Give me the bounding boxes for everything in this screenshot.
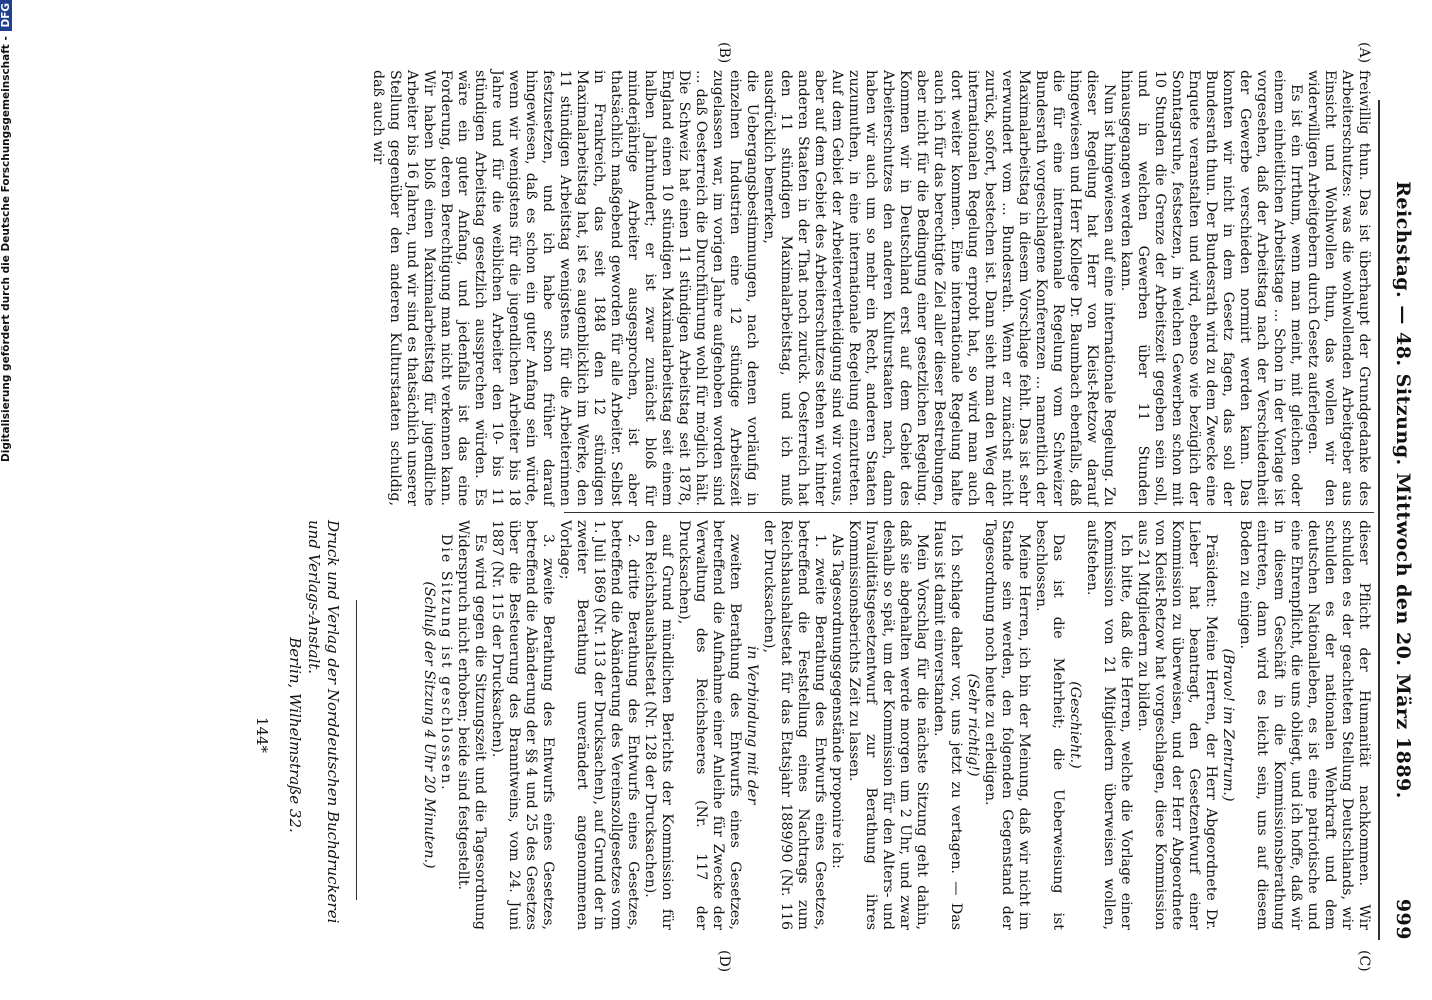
- closing-note: (Schluß der Sitzung 4 Uhr 20 Minuten.): [421, 581, 437, 869]
- interjection-note: (Sehr richtig!): [965, 673, 981, 777]
- dfg-logo-icon: DFG: [0, 0, 12, 31]
- margin-mark-d: (D): [716, 950, 732, 973]
- page-header: [1384, 100, 1414, 940]
- agenda-item: 3. zweite Berathung des Entwurfs eines Gesetzes, betreffend die Abänderung der §§ 4 und 25 des Gesetzes über die Besteuerung des Branntweins, vom 24. Juni 1887 (Nr. 115 der Drucksachen).: [489, 520, 556, 930]
- paragraph: Ich bitte, daß die Herren, welche die Vorlage einer Kommission von 21 Mitgliedern überweisen wollen, aufstehen.: [1084, 520, 1134, 930]
- imprint-rule: [356, 600, 357, 900]
- page-number: 999: [1392, 898, 1414, 940]
- applause-note: (Bravo! im Zentrum.): [1220, 648, 1236, 802]
- paragraph: Präsident: Meine Herren, der Herr Abgeordnete Dr. Lieber hat beantragt, den Gesetzentwurf einer Kommission zu überweisen, und der Herr Abgeordnete von Kleist-Retzow hat vorgeschlagen, diese Kommission aus 21 Mitgliedern zu bilden.: [1135, 520, 1219, 930]
- action-note: (Geschieht.): [1067, 681, 1083, 769]
- paragraph: dieser Pflicht der Humanität nachkommen. Wir schulden es der geachteten Stellung Deutschlands, wir schulden es der nationalen Wehrkraft und dem deutschen Nationalleben, es ist eine patriotische und eine Ehrenpflicht, die uns obliegt, und ich hoffe, daß wir in diesem Geschäft in die Kommissionsberathung eintreten, dann wird es leicht sein, uns auf diesem Boden zu einigen.: [1237, 520, 1372, 930]
- agenda-item: zweiten Berathung des Entwurfs eines Gesetzes, betreffend die Aufnahme einer Anleihe für Zwecke der Verwaltung des Reichsheeres (Nr. 117 der Drucksachen),: [676, 520, 743, 930]
- agenda-item: 1. zweite Berathung des Entwurfs eines Gesetzes, betreffend die Feststellung eines Nachtrags zum Reichshaushaltsetat für das Etatsjahr 1889/90 (Nr. 116 der Drucksachen),: [761, 520, 828, 930]
- margin-mark-c: (C): [1356, 950, 1372, 972]
- margin-mark-a: (A): [1356, 42, 1372, 64]
- paragraph: Das ist die Mehrheit; die Ueberweisung ist beschlossen.: [1033, 520, 1066, 930]
- agenda-item: auf Grund mündlichen Berichts der Kommission für den Reichshaushaltsetat (Nr. 128 der Drucksachen).: [642, 520, 675, 930]
- imprint: [252, 520, 342, 950]
- margin-mark-b: (B): [716, 42, 732, 64]
- page-mark: 144*: [253, 716, 271, 754]
- right-column: [420, 520, 1372, 930]
- agenda-connector: in Verbindung mit der: [744, 645, 760, 805]
- left-column: [369, 70, 1372, 506]
- column-divider: [564, 512, 1374, 513]
- paragraph: Es wird gegen die Sitzungszeit und die Tagesordnung Widerspruch nicht erhoben; beide sind festgestellt.: [455, 520, 488, 930]
- paragraph: Es ist ein Irrthum, wenn man meint, mit gleichen oder einem einheitlichen Arbeitstage ... Schon in der Vorlage ist vorgesehen, daß der Arbeitstag nach der Verschiedenheit der Gewerbe verschieden normirt werden kann. Das konnten wir nicht in dem Gesetz fagen, das soll der Bundesrath thun. Der Bundesrath wird zu dem Zwecke eine Enquete veranstalten und wird, ebenso wie bezüglich der Sonntagsruhe, festsetzen, in welchen Gewerben schon mit 10 Stunden die Grenze der Arbeitszeit gegeben sein soll, und in welchen Gewerben über 11 Stunden hinausgegangen werden kann.: [1118, 70, 1304, 506]
- digitization-note: Digitalisierung gefördert durch die Deutsche Forschungsgemeinschaft -: [0, 36, 12, 462]
- paragraph: freiwillig thun. Das ist überhaupt der Grundgedanke des Arbeiterschutzes: was die wohlwollenden Arbeitgeber aus Einsicht und Wohlwollen thun, das wollen wir den widerwilligen Arbeitgebern durch Gesetz auferlegen.: [1305, 70, 1372, 506]
- paragraph: Die Sitzung ist geschlossen.: [438, 534, 454, 792]
- paragraph: Mein Vorschlag für die nächste Sitzung geht dahin, daß sie abgehalten werde morgen um 2 Uhr, und zwar deshalb so spät, um der Kommission für den Alters- und Invaliditätsgesetzentwurf zur Berathung ihres Kommissionsberichts Zeit zu lassen.: [846, 520, 930, 930]
- paragraph: Als Tagesordnungsgegenstände proponire ich:: [829, 534, 845, 869]
- paragraph: Nun ist hingewiesen auf eine internationale Regelung. Zu dieser Regelung hat Herr von Kleist-Retzow darauf hingewiesen und Herr Kollege Dr. Baumbach ebenfalls, daß die für eine internationale Regelung vom Schweizer Bundesrath vorgeschlagene Konferenzen ... namentlich der Maximalarbeitstag in diesem Vorschlage fehlt. Das ist sehr verwundert vom ... Bundesrath. Wenn er zunächst nicht zurück, sofort, bestechen ist. Dann sieht man den Weg der internationalen Regelung erprobt hat, so wird man auch dort weiter kommen. Eine internationale Regelung halte auch ich für das berechtigte Ziel aller dieser Bestrebungen, aber nicht für die Bedingung einer gesetzlichen Regelung. Kommen wir in Deutschland erst auf dem Gebiet des Arbeiterschutzes den anderen Kulturstaaten nach, dann haben wir auch um so mehr ein Recht, anderen Staaten zuzumuthen, in eine internationale Regelung einzutreten. Auf dem Gebiet der Arbeitervertheidigung sind wir voraus, aber auf dem Gebiet des Arbeiterschutzes stehen wir hinter anderen Staaten in der That noch zurück. Oesterreich hat den 11 stündigen Maximalarbeitstag, und ich muß ausdrücklich bemerken,: [761, 70, 1117, 506]
- paragraph: Meine Herren, ich bin der Meinung, daß wir nicht im Stande sein werden, den folgenden Gegenstand der Tagesordnung noch heute zu erledigen.: [982, 520, 1032, 930]
- imprint-line: Berlin, Wilhelmstraße 32.: [286, 637, 304, 833]
- paragraph: die Uebergangsbestimmungen, nach denen vorläufig in einzelnen Industrien eine 12 stündige Arbeitszeit zugelassen war, im vorigen Jahre aufgehoben worden sind ... daß Oesterreich die Durchführung wohl für möglich hält. Die Schweiz hat einen 11 stündigen Arbeitstag seit 1878, England einen 10 stündigen Maximalarbeitstag seit einem halben Jahrhundert; er ist zwar zunächst bloß für minderjährige Arbeiter ausgesprochen, ist aber thatsächlich maßgebend geworden für alle Arbeiter. Selbst in Frankreich, das seit 1848 den 12 stündigen Maximalarbeitstag hat, ist es augenblicklich im Werke, den 11 stündigen Arbeitstag wenigstens für die Arbeiterinnen festzusetzen, und ich habe schon früher darauf hingewiesen, daß es schon ein guter Anfang sein würde, wenn wir wenigstens für die jugendlichen Arbeiter bis 18 Jahre und für die weiblichen Arbeiter den 10- bis 11 stündigen Arbeitstag gesetzlich aussprechen würden. Es wäre ein guter Anfang, und jedenfalls ist das eine Forderung, deren Berechtigung man nicht verkennen kann. Wir haben bloß einen Maximalarbeitstag für jugendliche Arbeiter bis 16 Jahren, und wir sind es thatsächlich unserer Stellung gegenüber den anderen Kulturstaaten schuldig, daß auch wir: [370, 70, 760, 506]
- page-title: Reichstag. — 48. Sitzung. Mittwoch den 20. März 1889.: [1392, 181, 1414, 799]
- imprint-line: Druck und Verlag der Norddeutschen Buchdruckerei und Verlags-Anstalt.: [305, 520, 342, 924]
- digitization-credit: [0, 0, 18, 1000]
- paragraph: Ich schlage daher vor, uns jetzt zu vertagen. — Das Haus ist damit einverstanden.: [931, 520, 964, 930]
- header-rule: [1378, 100, 1380, 940]
- agenda-item: 2. dritte Berathung des Entwurfs eines Gesetzes, betreffend die Abänderung des Vereinszollgesetzes vom 1. Juli 1869 (Nr. 113 der Drucksachen), auf Grund der in zweiter Berathung unverändert angenommenen Vorlage;: [557, 520, 641, 930]
